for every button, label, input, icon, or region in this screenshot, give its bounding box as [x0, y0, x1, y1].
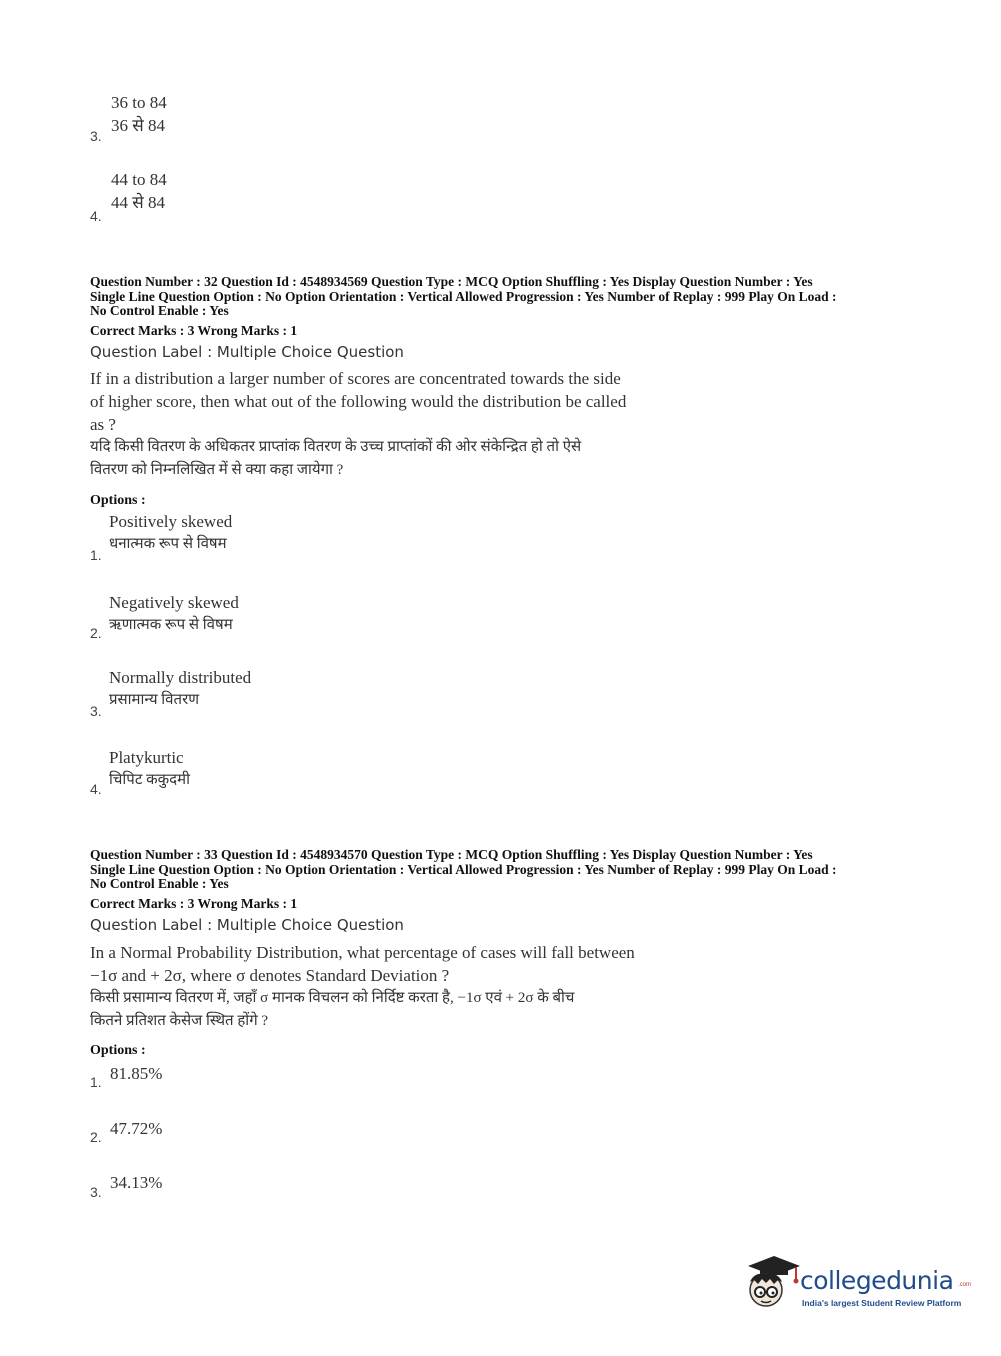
q32-option-2-hi: ऋणात्मक रूप से विषम [109, 617, 233, 633]
q32-option-3-en: Normally distributed [109, 668, 252, 687]
q32-marks: Correct Marks : 3 Wrong Marks : 1 [90, 323, 298, 338]
q33-meta-line-2: Single Line Question Option : No Option Orientation : Vertical Allowed Progression : Yes Number of Replay : 999 Play On Load : [90, 862, 837, 877]
q32-option-2-number: 2. [90, 625, 102, 641]
q32-text-hi-2: वितरण को निम्नलिखित में से क्या कहा जायेगा ? [90, 462, 344, 478]
q32-text-en-2: of higher score, then what out of the following would the distribution be called [90, 392, 627, 411]
prev-option-3-en: 36 to 84 [111, 93, 167, 112]
q33-text-hi-1: किसी प्रसामान्य वितरण में, जहाँ σ मानक विचलन को निर्दिष्ट करता है, −1σ एवं + 2σ के बीच [90, 990, 575, 1006]
q32-option-1-hi: धनात्मक रूप से विषम [109, 536, 227, 552]
q32-meta-line-2: Single Line Question Option : No Option Orientation : Vertical Allowed Progression : Yes Number of Replay : 999 Play On Load : [90, 289, 837, 304]
prev-option-4-hi: 44 से 84 [111, 193, 165, 212]
q33-text-en-1: In a Normal Probability Distribution, what percentage of cases will fall between [90, 943, 635, 962]
q32-option-4-en: Platykurtic [109, 748, 184, 767]
logo-brand-name: collegedunia [800, 1266, 954, 1295]
q32-option-4-number: 4. [90, 781, 102, 797]
q32-meta-line-1: Question Number : 32 Question Id : 4548934569 Question Type : MCQ Option Shuffling : Yes Display Question Number : Yes [90, 274, 813, 289]
q33-text-hi-2: कितने प्रतिशत केसेज स्थित होंगे ? [90, 1013, 269, 1029]
q33-meta-line-1: Question Number : 33 Question Id : 4548934570 Question Type : MCQ Option Shuffling : Yes Display Question Number : Yes [90, 847, 813, 862]
prev-option-4-en: 44 to 84 [111, 170, 167, 189]
prev-option-4-number: 4. [90, 208, 102, 224]
q32-options-heading: Options : [90, 493, 146, 508]
q32-option-1-number: 1. [90, 547, 102, 563]
q33-option-1-number: 1. [90, 1074, 102, 1090]
q32-text-en-3: as ? [90, 415, 116, 434]
q32-question-label: Question Label : Multiple Choice Question [90, 343, 404, 361]
q33-options-heading: Options : [90, 1043, 146, 1058]
prev-option-3-number: 3. [90, 128, 102, 144]
collegedunia-logo [740, 1252, 970, 1322]
mascot-icon [740, 1252, 802, 1314]
q32-option-4-hi: चिपिट ककुदमी [109, 772, 190, 788]
q32-option-3-number: 3. [90, 703, 102, 719]
q33-question-label: Question Label : Multiple Choice Question [90, 916, 404, 934]
q33-meta-line-3: No Control Enable : Yes [90, 876, 229, 891]
q33-option-2-value: 47.72% [110, 1119, 163, 1138]
logo-tagline: India's largest Student Review Platform [802, 1298, 962, 1308]
q33-option-1-value: 81.85% [110, 1064, 163, 1083]
q32-text-en-1: If in a distribution a larger number of scores are concentrated towards the side [90, 369, 621, 388]
q32-text-hi-1: यदि किसी वितरण के अधिकतर प्राप्तांक वितरण के उच्च प्राप्तांकों की ओर संकेन्द्रित हो तो ऐसे [90, 439, 582, 455]
q32-option-2-en: Negatively skewed [109, 593, 239, 612]
logo-com: .com [958, 1282, 972, 1288]
q32-option-1-en: Positively skewed [109, 512, 233, 531]
q32-meta-line-3: No Control Enable : Yes [90, 303, 229, 318]
prev-option-3-hi: 36 से 84 [111, 116, 165, 135]
q32-option-3-hi: प्रसामान्य वितरण [109, 692, 200, 708]
q33-option-3-value: 34.13% [110, 1173, 163, 1192]
q33-text-en-2: −1σ and + 2σ, where σ denotes Standard Deviation ? [90, 966, 450, 985]
q33-marks: Correct Marks : 3 Wrong Marks : 1 [90, 896, 298, 911]
q33-option-2-number: 2. [90, 1129, 102, 1145]
q33-option-3-number: 3. [90, 1184, 102, 1200]
